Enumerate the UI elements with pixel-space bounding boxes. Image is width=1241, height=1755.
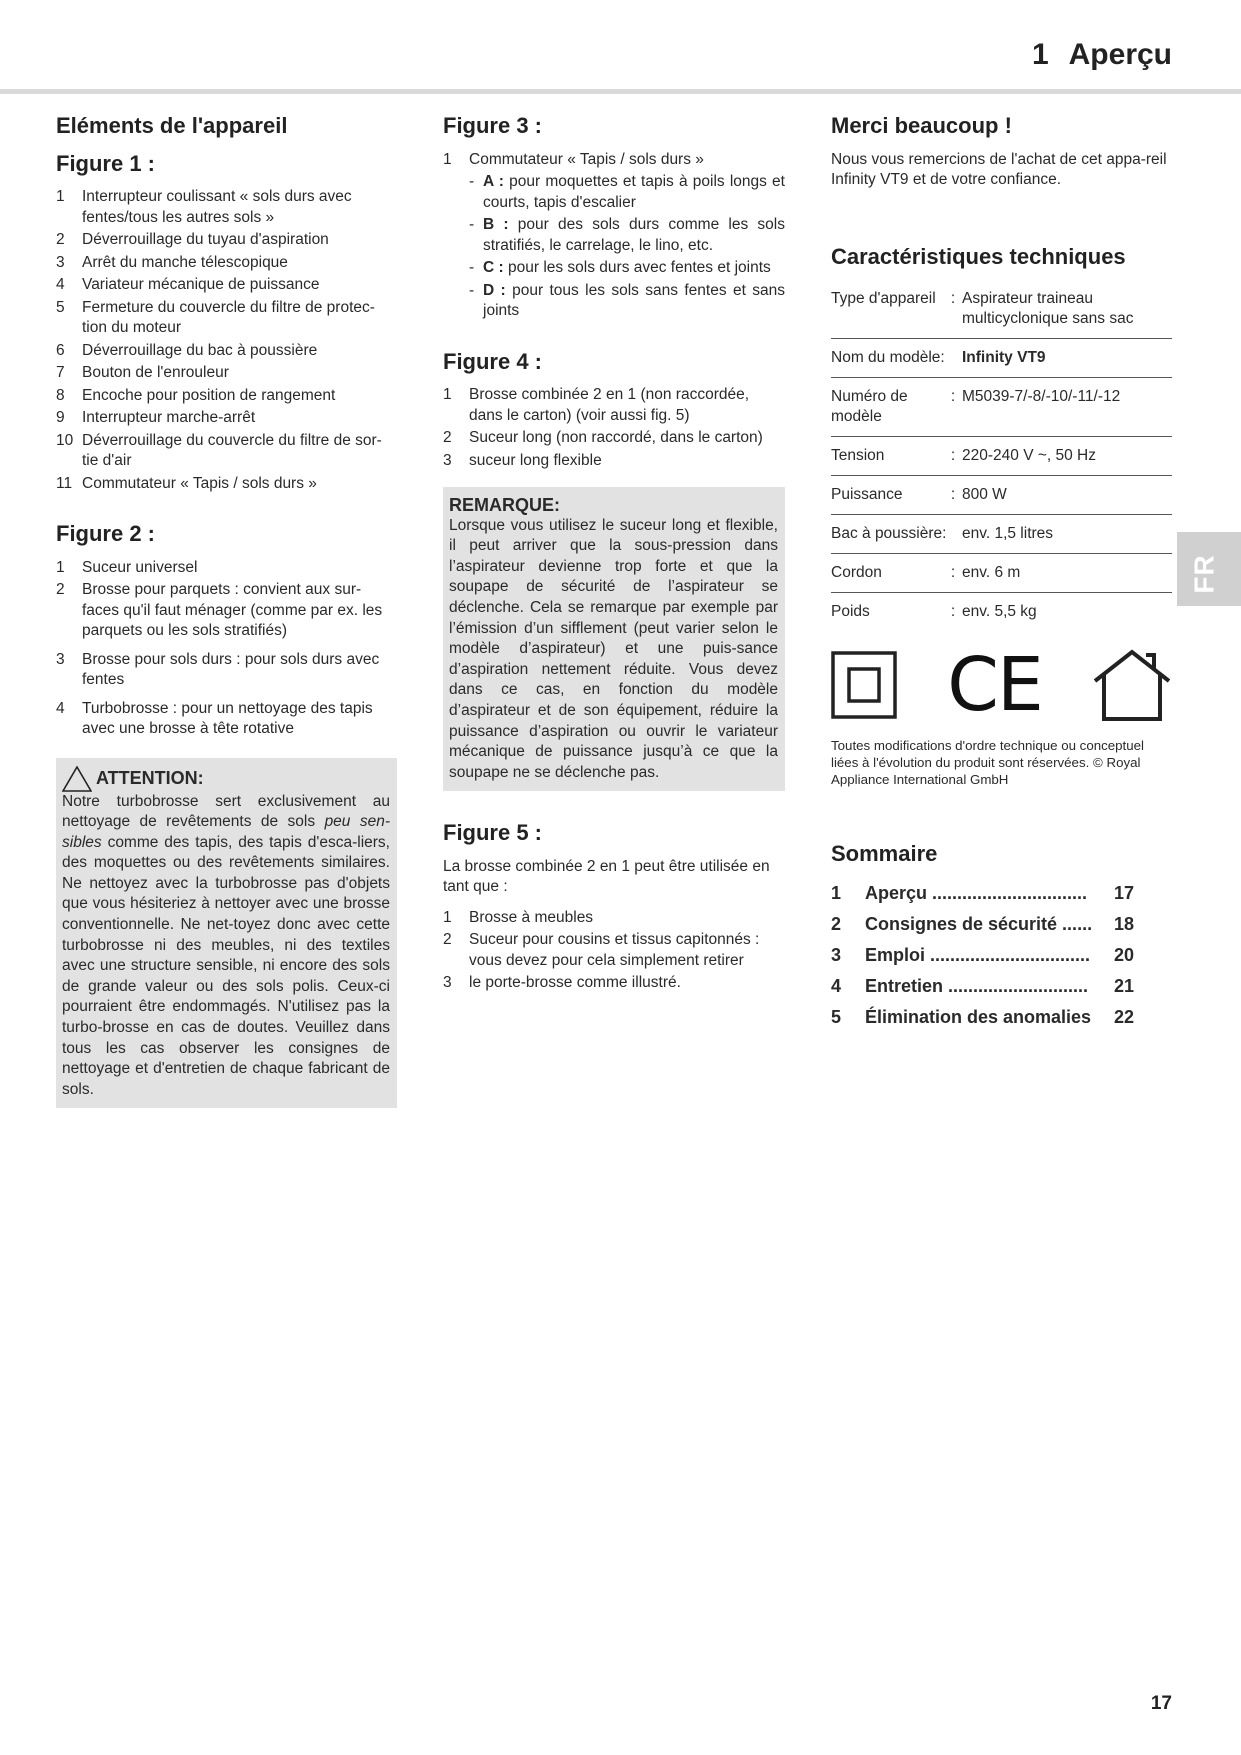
ce-mark: CE: [947, 642, 1042, 728]
list-item: 11 Commutateur « Tapis / sols durs »: [56, 474, 317, 492]
list-item: 10 Déverrouillage du couvercle du filtre de sor-tie d'air: [56, 431, 382, 469]
toc-title: Sommaire: [831, 841, 938, 866]
list-item: 9 Interrupteur marche-arrêt: [56, 409, 256, 426]
list-item: 3 suceur long flexible: [443, 451, 602, 469]
section-heading-elements: Eléments de l'appareil: [56, 113, 288, 138]
language-tab: [1177, 532, 1241, 606]
attention-title: ATTENTION:: [96, 768, 204, 789]
spec-row: Type d'appareil : Aspirateur traineau multicyclonique sans sac: [831, 280, 1172, 339]
remarque-text: Lorsque vous utilisez le suceur long et flexible, il peut arriver que la sous-pression dans l’aspirateur devienne trop forte et que la soupape de sécurité de l’aspirateur se déclenche. Cela se remarque par exemple par l’émission d’un sifflement (peut varier selon le modèle d’aspirateur) et une puis-sance d’aspiration nettement réduite. Vous devez dans ce cas, en fonction du modèle d’aspirateur et de son équipement, réduire la puissance d’aspiration ou ouvrir le variateur mécanique de puissance jusqu’à ce que la soupape ne se déclenche pas.: [449, 516, 778, 781]
chapter-number: 1: [1031, 38, 1049, 71]
double-insulation-icon: [831, 651, 897, 719]
figure1-list: [56, 187, 397, 494]
figure5-title: Figure 5 :: [443, 820, 543, 846]
figure4-list: [443, 385, 785, 471]
list-item: 2 Suceur pour cousins et tissus capitonnés : vous devez pour cela simplement retirer: [443, 931, 760, 969]
list-item: 1 Suceur universel: [56, 558, 198, 576]
attention-text: Notre turbobrosse sert exclusivement au nettoyage de revêtements de sols peu sen-sibles comme des tapis, des tapis d'esca-liers, des moquettes ou des revêtements similaires. Ne nettoyez avec la turbobrosse pas d'objets que vous hésiteriez à nettoyer avec une brosse conventionnelle. Ne net-toyez donc avec cette turbobrosse ni des meubles, ni des textiles avec une structure sensible, ni encore des sols de grande valeur ou des sols polis. Ceux-ci pourraient être endommagés. N'utilisez pas la turbo-brosse en cas de doutes. Veuillez dans tous les cas observer les consignes de nettoyage et d'entretien de chaque fabricant de sols.: [62, 792, 391, 1098]
figure2-title: Figure 2 :: [56, 521, 156, 546]
list-item: 8 Encoche pour position de rangement: [56, 386, 336, 404]
list-item: 7 Bouton de l'enrouleur: [56, 364, 229, 381]
figure2-list: [56, 558, 397, 740]
list-item: 4 Variateur mécanique de puissance: [56, 276, 320, 293]
sub-item: - D : pour tous les sols sans fentes et sans joints: [469, 281, 785, 319]
sub-item: - A : pour moquettes et tapis à poils longs et courts, tapis d'escalier: [469, 173, 785, 211]
list-item: 2 Brosse pour parquets : convient aux sur-faces qu'il faut ménager (comme par ex. les parquets ou les sols stratifiés): [56, 581, 383, 639]
language-tab-label: FR: [1188, 554, 1220, 594]
list-item: 6 Déverrouillage du bac à poussière: [56, 341, 318, 359]
toc-entry[interactable]: 2 Consignes de sécurité ...... 18: [831, 913, 1135, 934]
sub-item: - C : pour les sols durs avec fentes et joints: [469, 259, 771, 276]
list-item: 1 Commutateur « Tapis / sols durs » - A : pour moquettes et tapis à poils longs et courts, tapis d'escalier - B : pour des sols durs comme les sols stratifiés, le carrelage, le lino, etc. - C : pour les sols durs avec fentes et joints - D : pour tous les sols sans fentes et sans joints: [443, 150, 785, 322]
house-icon: [1092, 649, 1172, 721]
toc-entry[interactable]: 4 Entretien ............................ 21: [831, 975, 1135, 996]
remarque-box: [443, 487, 785, 791]
spec-row: Puissance : 800 W: [831, 476, 1172, 515]
figure5-list: [443, 908, 785, 994]
figure1-title: Figure 1 :: [56, 150, 156, 176]
header-divider: [0, 89, 1241, 94]
figure5-intro: La brosse combinée 2 en 1 peut être utilisée en tant que :: [443, 857, 770, 896]
thanks-title: Merci beaucoup !: [831, 113, 1012, 138]
list-item: 1 Brosse combinée 2 en 1 (non raccordée, dans le carton) (voir aussi fig. 5): [443, 386, 750, 424]
figure4-title: Figure 4 :: [443, 348, 543, 374]
figure3-sublist: [469, 172, 785, 322]
column-middle: [443, 112, 785, 996]
toc-entry[interactable]: 3 Emploi ................................ 20: [831, 944, 1135, 965]
figure3-list: [443, 150, 785, 322]
chapter-name: Aperçu: [1068, 38, 1172, 71]
spec-row: Cordon : env. 6 m: [831, 554, 1172, 593]
list-item: 1 Interrupteur coulissant « sols durs avec fentes/tous les autres sols »: [56, 188, 352, 226]
column-right: [831, 112, 1172, 1033]
list-item: 5 Fermeture du couvercle du filtre de protec-tion du moteur: [56, 298, 375, 336]
toc-entry[interactable]: 5 Élimination des anomalies 22: [831, 1006, 1135, 1027]
table-of-contents: [831, 878, 1172, 1033]
list-item: 2 Déverrouillage du tuyau d'aspiration: [56, 231, 329, 248]
list-item: 3 Brosse pour sols durs : pour sols durs avec fentes: [56, 650, 380, 688]
column-left: [56, 112, 397, 1108]
legal-note: Toutes modifications d'ordre technique ou conceptuel liées à l'évolution du produit sont réservées. © Royal Appliance International GmbH: [831, 738, 1144, 787]
spec-row: Bac à poussière: env. 1,5 litres: [831, 515, 1172, 554]
toc-entry[interactable]: 1 Aperçu ............................... 17: [831, 882, 1135, 903]
list-item: 4 Turbobrosse : pour un nettoyage des tapis avec une brosse à tête rotative: [56, 699, 373, 737]
chapter-title: [1032, 38, 1172, 72]
list-item: 2 Suceur long (non raccordé, dans le carton): [443, 429, 763, 446]
specs-title: Caractéristiques techniques: [831, 243, 1126, 269]
sub-item: - B : pour des sols durs comme les sols stratifiés, le carrelage, le lino, etc.: [469, 216, 785, 254]
attention-header: [62, 766, 390, 792]
thanks-text: Nous vous remercions de l'achat de cet appa-reil Infinity VT9 et de votre confiance.: [831, 150, 1167, 188]
list-item: 3 Arrêt du manche télescopique: [56, 253, 288, 271]
spec-row: Poids : env. 5,5 kg: [831, 603, 1037, 620]
figure3-title: Figure 3 :: [443, 113, 543, 138]
page-number: 17: [1150, 1693, 1172, 1714]
list-item: 1 Brosse à meubles: [443, 908, 594, 926]
specs-table: [831, 280, 1172, 631]
spec-row: Tension : 220-240 V ~, 50 Hz: [831, 437, 1172, 476]
spec-row: Numéro de modèle : M5039-7/-8/-10/-11/-12: [831, 378, 1172, 437]
attention-box: [56, 758, 397, 1109]
remarque-title: REMARQUE:: [449, 495, 560, 515]
warning-triangle-icon: [62, 766, 92, 792]
certification-symbols: [831, 642, 1172, 728]
spec-row: Nom du modèle: Infinity VT9: [831, 339, 1172, 378]
list-item: 3 le porte-brosse comme illustré.: [443, 974, 681, 992]
